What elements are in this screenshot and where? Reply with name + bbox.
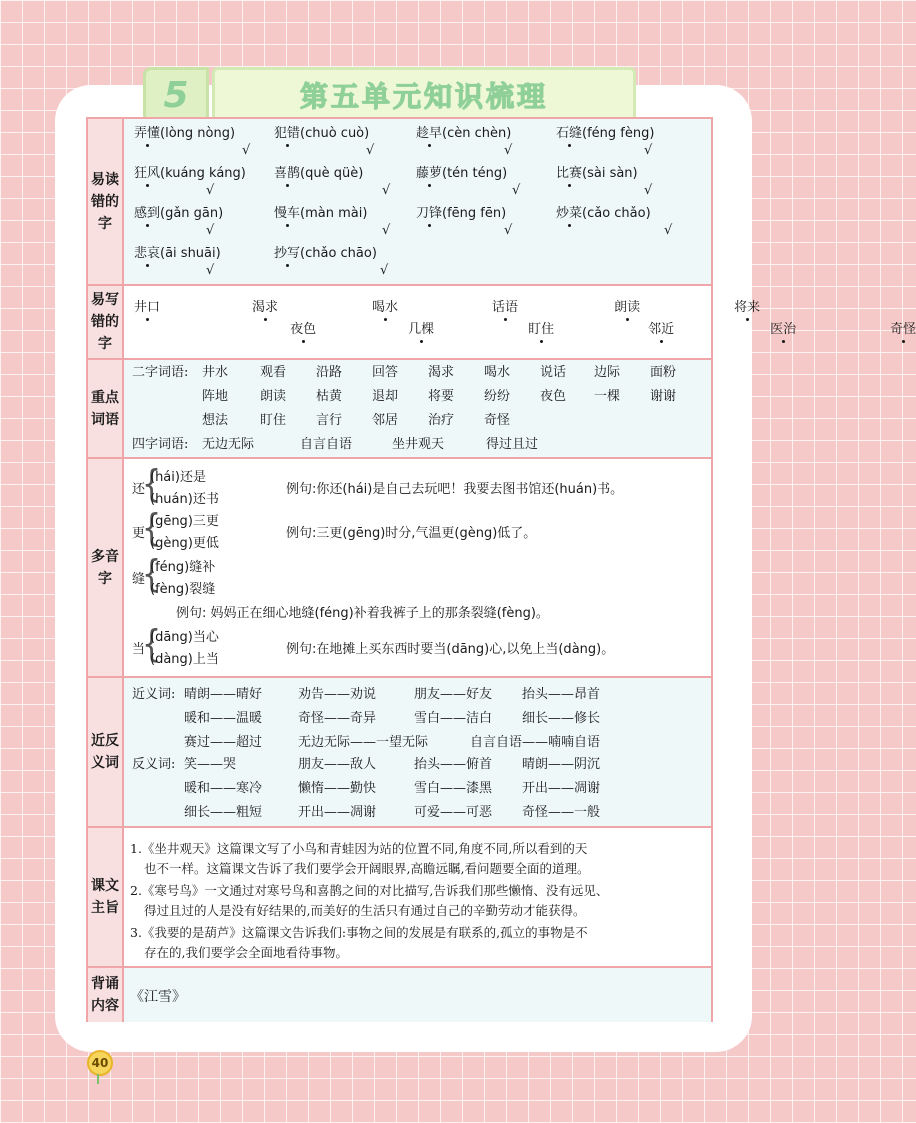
word: 藤萝 [416,166,443,181]
two-char-word: 将要 [428,389,455,404]
antonym-pair: 抬头——俯首 [414,757,493,772]
synonym-pair: 雪白——洁白 [414,711,493,726]
page-number: 40 [87,1050,113,1076]
pinyin: (màn mài) [300,206,368,221]
synonym-pair: 无边无际——一望无际 [298,735,429,750]
row-label [88,119,124,284]
reading-1: (hái)还是 [150,470,206,485]
pinyin: (sài sàn) [582,166,638,181]
two-char-word: 阵地 [202,389,229,404]
two-char-word: 渴求 [428,365,455,380]
synonym-pair: 奇怪——奇异 [298,711,377,726]
antonym-pair: 细长——粗短 [184,805,263,820]
pinyin: (cèn chèn) [442,126,512,141]
pinyin: (cǎo chǎo) [582,206,651,221]
easy-read-item [134,165,246,183]
antonym-pair: 懒惰——勤快 [298,781,377,796]
easy-read-item [274,125,369,143]
two-char-word: 观看 [260,365,287,380]
label-text: 课文主旨 [91,878,119,916]
write-word: 井口 [134,300,161,315]
word: 比赛 [556,166,583,181]
brace: { [142,506,162,551]
check-mark: √ [206,263,215,278]
synonyms-content [124,678,711,826]
synonym-pair: 暖和——温暖 [184,711,263,726]
example-sentence: 例句:你还(hái)是自己去玩吧！我要去图书馆还(huán)书。 [286,482,624,497]
poly-char-feng: 缝 [132,572,146,587]
main-idea-line: 3.《我要的是葫芦》这篇课文告诉我们:事物之间的发展是有联系的,孤立的事物是不 [130,925,588,940]
four-char-word: 无边无际 [202,437,255,452]
two-char-label: 二字词语: [132,365,189,380]
check-mark: √ [644,143,653,158]
word: 感到 [134,206,161,221]
pinyin: (què qüè) [300,166,364,181]
write-word: 渴求 [252,300,279,315]
write-word: 将来 [734,300,761,315]
easy-read-content [124,119,711,284]
four-char-word: 自言自语 [300,437,353,452]
row-main-idea [88,828,711,968]
label-text: 多音字 [91,548,119,587]
recite-text: 《江雪》 [130,989,186,1005]
easy-read-item [274,245,377,263]
word: 弄懂 [134,126,161,141]
row-easy-read [88,119,711,286]
easy-read-item [416,125,511,143]
easy-read-item [134,245,221,263]
check-mark: √ [382,183,391,198]
write-word: 奇怪 [890,322,916,337]
two-char-word: 想法 [202,413,229,428]
poly-char-geng: 更 [132,526,146,541]
example-sentence: 例句:三更(gēng)时分,气温更(gèng)低了。 [286,526,537,541]
row-easy-write [88,286,916,360]
row-polyphones [88,459,711,678]
two-char-word: 谢谢 [650,389,677,404]
recite-content [124,968,711,1022]
antonym-pair: 奇怪——一般 [522,805,601,820]
antonym-pair: 笑——哭 [184,757,237,772]
two-char-word: 枯黄 [316,389,343,404]
check-mark: √ [504,223,513,238]
write-word: 盯住 [528,322,555,337]
reading-1: (gēng)三更 [150,514,219,529]
easy-read-item [274,165,363,183]
unit-number: 5 [163,74,189,116]
reading-1: (féng)缝补 [150,560,216,575]
main-idea-line: 也不一样。这篇课文告诉了我们要学会开阔眼界,高瞻远瞩,看问题要全面的道理。 [144,861,590,876]
reading-1: (dāng)当心 [150,630,219,645]
pinyin: (lòng nòng) [160,126,236,141]
two-char-word: 治疗 [428,413,455,428]
synonym-pair: 赛过——超过 [184,735,263,750]
write-word: 几棵 [408,322,435,337]
synonym-pair: 朋友——好友 [414,687,493,702]
synonym-pair: 劝告——劝说 [298,687,377,702]
flower-stem [97,1074,99,1084]
synonym-pair: 自言自语——喃喃自语 [470,735,601,750]
title-banner [212,67,636,123]
brace: { [142,622,162,667]
pinyin: (fēng fēn) [442,206,507,221]
pinyin: (āi shuāi) [160,246,221,261]
pinyin: (tén téng) [442,166,508,181]
two-char-word: 沿路 [316,365,343,380]
antonym-pair: 开出——凋谢 [298,805,377,820]
antonym-pair: 可爱——可恶 [414,805,493,820]
check-mark: √ [512,183,521,198]
word: 炒菜 [556,206,583,221]
brace: { [142,552,162,597]
check-mark: √ [382,223,391,238]
easy-read-item [556,125,654,143]
row-label [88,360,124,457]
two-char-word: 退却 [372,389,399,404]
word: 犯错 [274,126,301,141]
check-mark: √ [206,223,215,238]
pinyin: (gǎn gān) [160,206,224,221]
write-word: 医治 [770,322,797,337]
two-char-word: 井水 [202,365,229,380]
row-label [88,459,124,676]
pinyin: (kuáng káng) [160,166,246,181]
four-char-label: 四字词语: [132,437,189,452]
check-mark: √ [242,143,251,158]
write-word: 夜色 [290,322,317,337]
label-text: 背诵内容 [91,976,119,1014]
poly-char-huan: 还 [132,482,146,497]
label-text: 易写错的字 [91,292,119,352]
brace: { [142,462,162,507]
check-mark: √ [644,183,653,198]
word: 刀锋 [416,206,443,221]
reading-2: (gèng)更低 [150,536,219,551]
key-words-content [124,360,711,457]
two-char-word: 朗读 [260,389,287,404]
main-idea-line: 1.《坐井观天》这篇课文写了小鸟和青蛙因为站的位置不同,角度不同,所以看到的天 [130,841,588,856]
knowledge-table [86,117,916,1022]
easy-read-item [416,205,506,223]
check-mark: √ [380,263,389,278]
easy-read-item [134,125,235,143]
write-word: 话语 [492,300,519,315]
two-char-word: 边际 [594,365,621,380]
write-word: 朗读 [614,300,641,315]
check-mark: √ [206,183,215,198]
two-char-word: 喝水 [484,365,511,380]
row-synonyms [88,678,711,828]
two-char-word: 言行 [316,413,343,428]
pinyin: (chuò cuò) [300,126,370,141]
two-char-word: 盯住 [260,413,287,428]
antonym-pair: 开出——凋谢 [522,781,601,796]
row-recite [88,968,711,1022]
antonym-pair: 暖和——寒冷 [184,781,263,796]
main-idea-content [124,828,711,966]
antonym-pair: 朋友——敌人 [298,757,377,772]
main-idea-line: 得过且过的人是没有好结果的,而美好的生活只有通过自己的辛勤劳动才能获得。 [144,903,586,918]
check-mark: √ [504,143,513,158]
word: 狂风 [134,166,161,181]
easy-read-item [556,205,651,223]
two-char-word: 说话 [540,365,567,380]
antonym-pair: 晴朗——阴沉 [522,757,601,772]
easy-read-item [134,205,223,223]
unit-badge [143,67,209,123]
pinyin: (chǎo chāo) [300,246,377,261]
synonym-pair: 抬头——昂首 [522,687,601,702]
reading-2: (fèng)裂缝 [150,582,216,597]
synonym-pair: 细长——修长 [522,711,601,726]
two-char-word: 邻居 [372,413,399,428]
easy-read-item [274,205,367,223]
synonym-pair: 晴朗——晴好 [184,687,263,702]
write-word: 邻近 [648,322,675,337]
write-word: 喝水 [372,300,399,315]
label-text: 近反义词 [91,733,119,771]
two-char-word: 奇怪 [484,413,511,428]
antonym-label: 反义词: [132,757,176,772]
label-text: 易读错的字 [91,171,119,232]
word: 石缝 [556,126,583,141]
page-title: 第五单元知识梳理 [299,80,548,113]
easy-read-item [556,165,638,183]
row-label [88,286,124,358]
example-sentence: 例句:在地摊上买东西时要当(dāng)心,以免上当(dàng)。 [286,642,615,657]
two-char-word: 一棵 [594,389,621,404]
four-char-word: 坐井观天 [392,437,445,452]
poly-char-dang: 当 [132,642,146,657]
row-key-words [88,360,711,459]
word: 悲哀 [134,246,161,261]
synonym-label: 近义词: [132,687,176,702]
two-char-word: 面粉 [650,365,677,380]
check-mark: √ [664,223,673,238]
pinyin: (féng fèng) [582,126,655,141]
main-idea-line: 2.《寒号鸟》一文通过对寒号鸟和喜鹊之间的对比描写,告诉我们那些懒惰、没有远见、 [130,883,609,898]
antonym-pair: 雪白——漆黑 [414,781,493,796]
row-label [88,828,124,966]
word: 趁早 [416,126,443,141]
two-char-word: 纷纷 [484,389,511,404]
reading-2: (huán)还书 [150,492,219,507]
two-char-word: 回答 [372,365,399,380]
polyphones-content [124,459,711,676]
row-label [88,678,124,826]
main-idea-line: 存在的,我们要学会全面地看待事物。 [144,945,348,960]
example-sentence: 例句: 妈妈正在细心地缝(féng)补着我裤子上的那条裂缝(fèng)。 [176,606,549,621]
word: 慢车 [274,206,301,221]
word: 抄写 [274,246,301,261]
easy-read-item [416,165,507,183]
label-text: 重点词语 [91,389,119,428]
word: 喜鹊 [274,166,301,181]
easy-write-content [124,286,916,358]
four-char-word: 得过且过 [486,437,539,452]
reading-2: (dàng)上当 [150,652,219,667]
check-mark: √ [366,143,375,158]
two-char-word: 夜色 [540,389,567,404]
row-label [88,968,124,1022]
